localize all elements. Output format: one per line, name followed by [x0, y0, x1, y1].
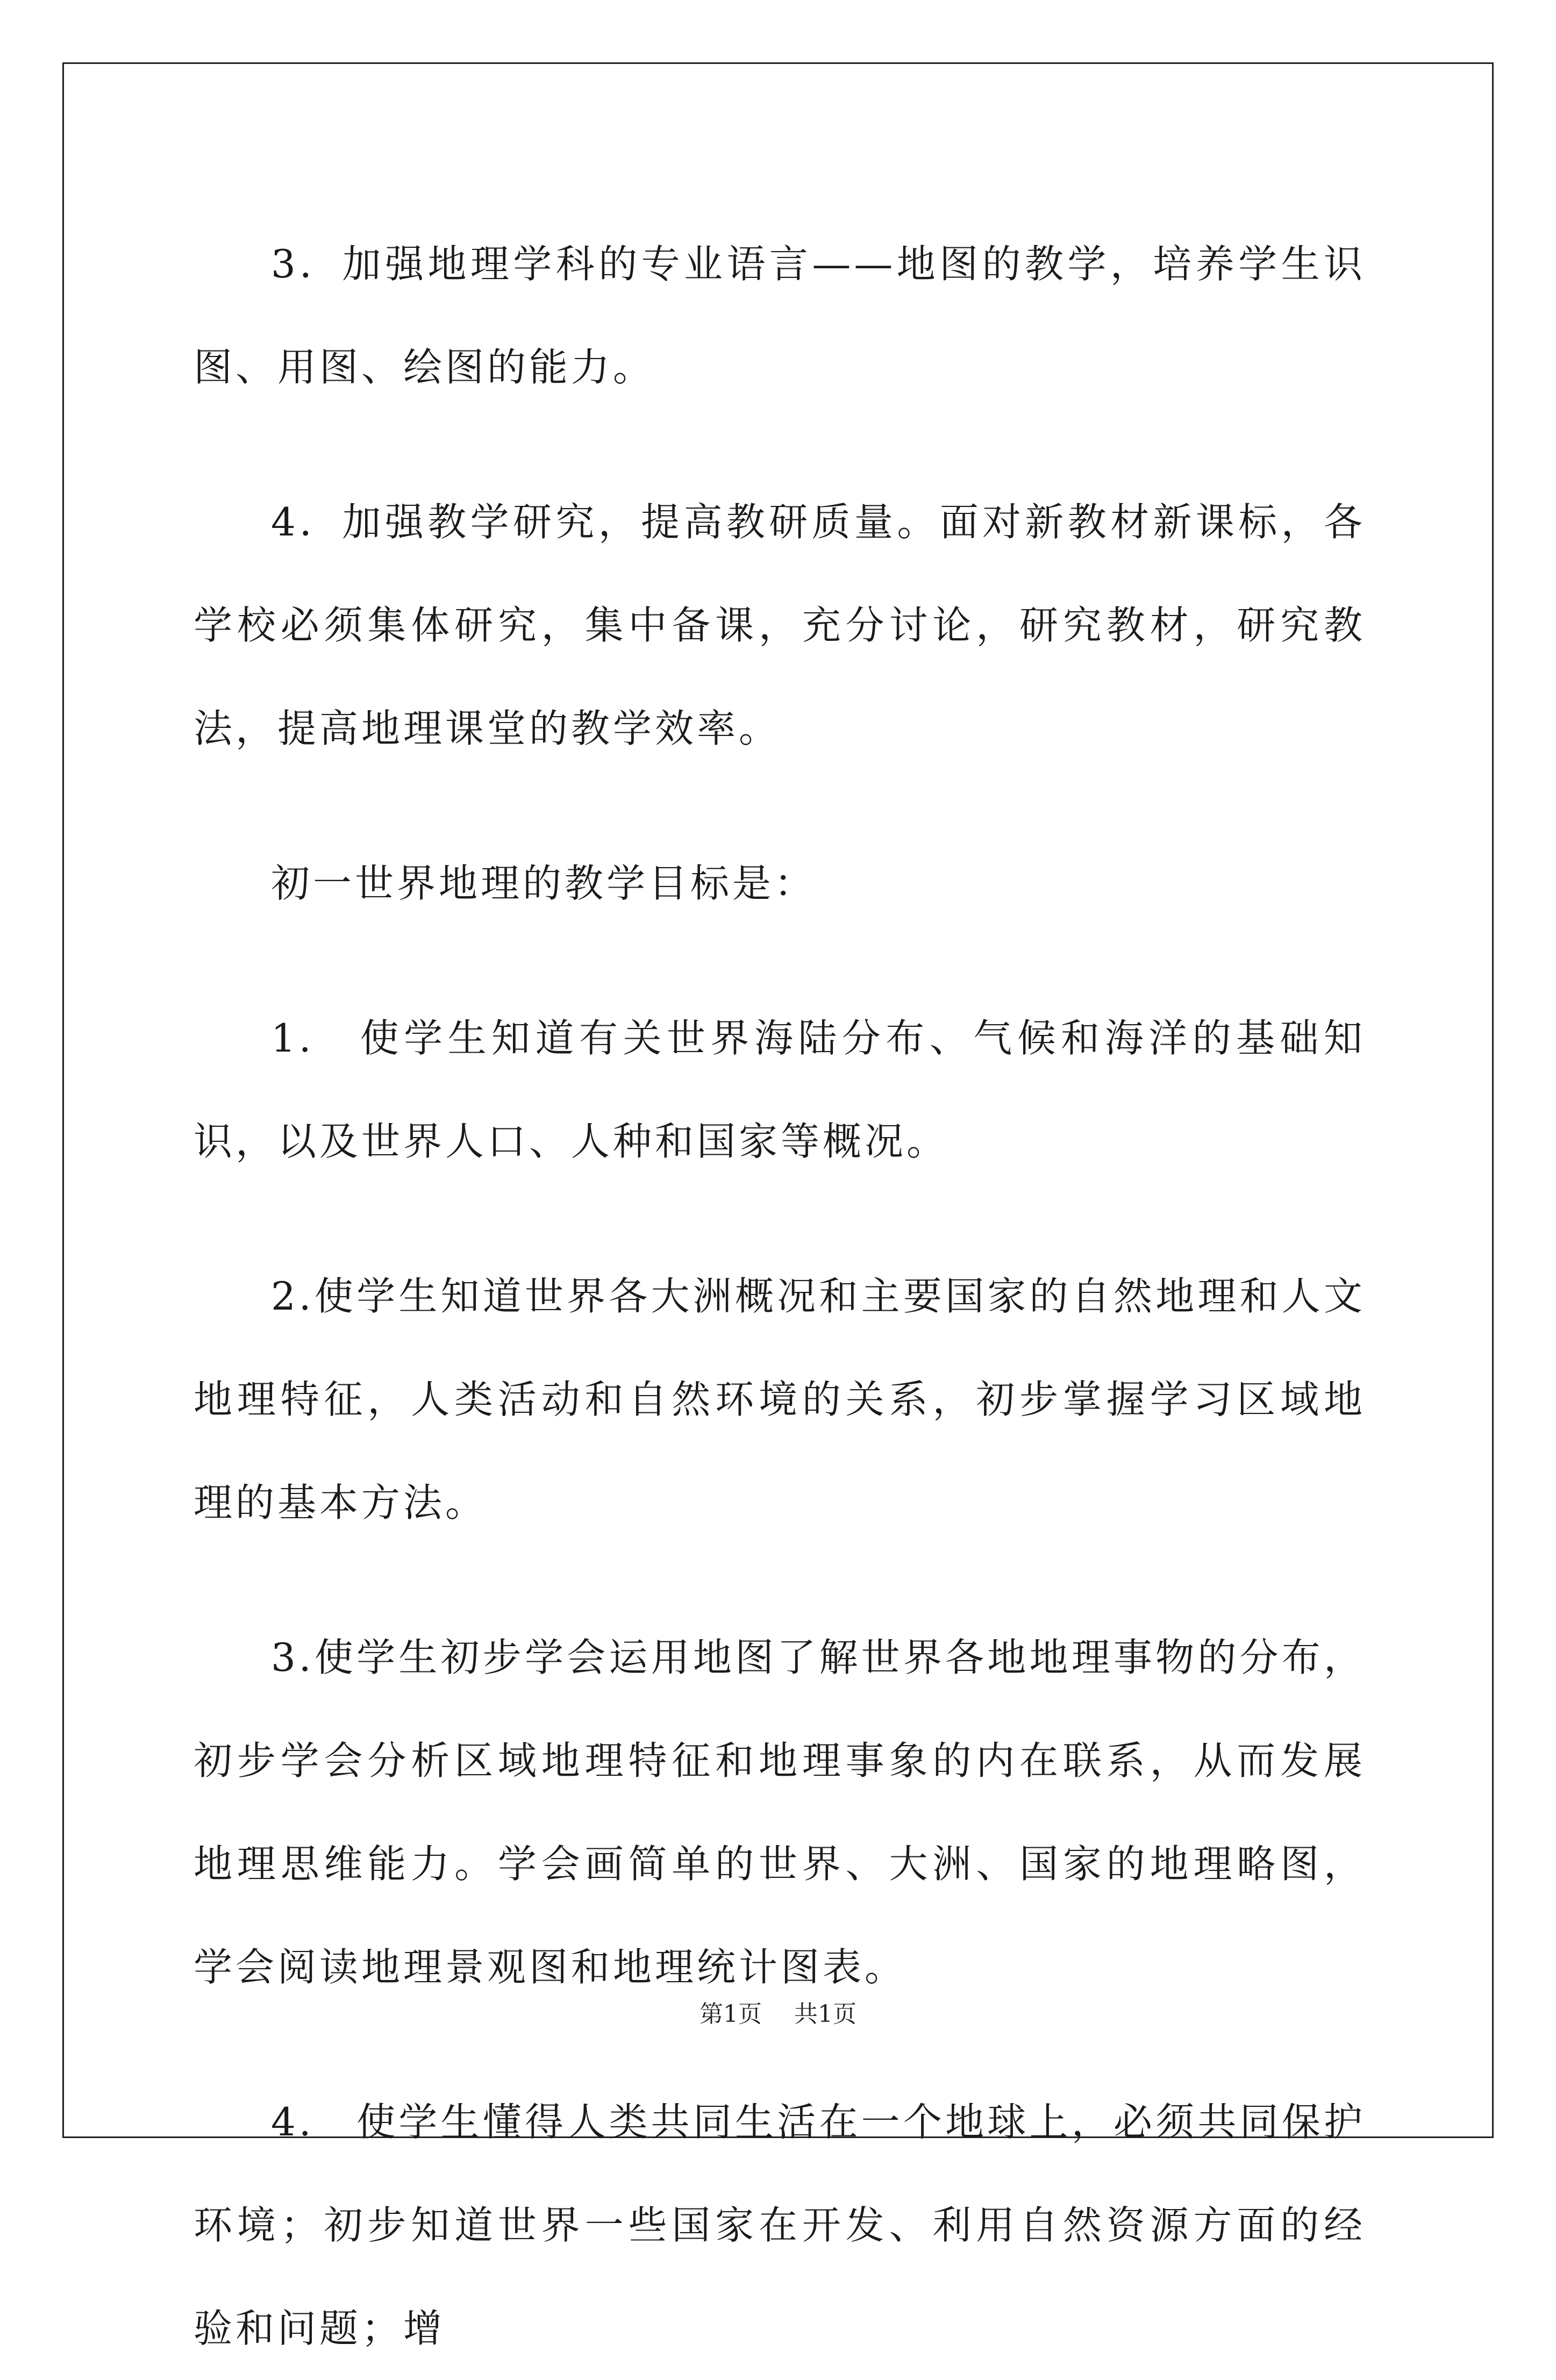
paragraph: 初一世界地理的教学目标是： [271, 861, 817, 906]
paragraph: 4．加强教学研究，提高教研质量。面对新教材新课标，各学校必须集体研究，集中备课，充分讨论，研究教材，研究教法，提高地理课堂的教学效率。 [194, 499, 1366, 751]
page-total: 共1页 [794, 2000, 856, 2028]
paragraph: 3．加强地理学科的专业语言——地图的教学，培养学生识图、用图、绘图的能力。 [194, 241, 1366, 390]
paragraph: 3.使学生初步学会运用地图了解世界各地地理事物的分布，初步学会分析区域地理特征和地理事象的内在联系，从而发展地理思维能力。学会画简单的世界、大洲、国家的地理略图，学会阅读地理景观图和地理统计图表。 [194, 1635, 1366, 1990]
paragraph: 1. 使学生知道有关世界海陆分布、气候和海洋的基础知识，以及世界人口、人种和国家等概况。 [194, 1016, 1366, 1164]
paragraph: 2.使学生知道世界各大洲概况和主要国家的自然地理和人文地理特征，人类活动和自然环境的关系，初步掌握学习区域地理的基本方法。 [194, 1274, 1366, 1525]
page-footer [0, 1995, 1556, 2029]
document-body [194, 212, 1366, 2380]
paragraph: 4. 使学生懂得人类共同生活在一个地球上，必须共同保护环境；初步知道世界一些国家在开发、利用自然资源方面的经验和问题；增 [194, 2099, 1366, 2351]
page-number: 第1页 [700, 2000, 762, 2028]
